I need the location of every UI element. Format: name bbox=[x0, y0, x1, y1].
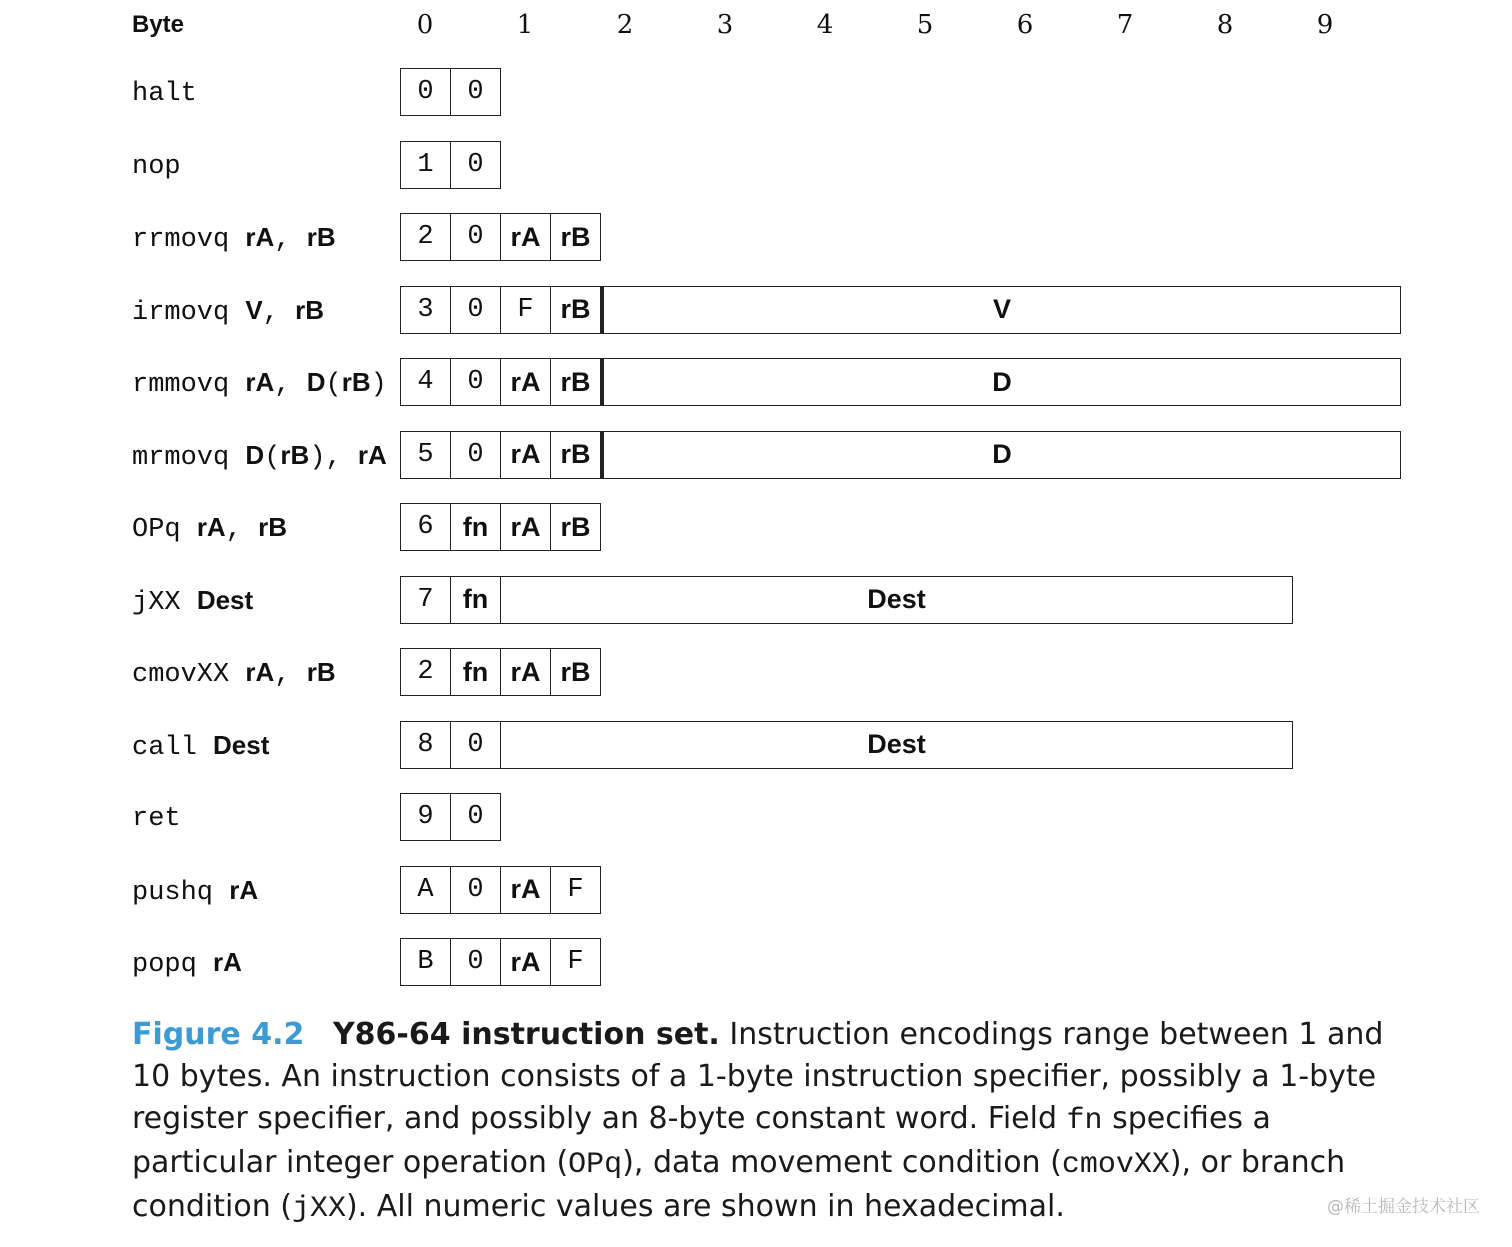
encoding-nibble-cell: 5 bbox=[400, 431, 451, 479]
caption-text: ), data movement condition ( bbox=[622, 1145, 1062, 1180]
encoding-nibble-cell: 0 bbox=[450, 721, 501, 769]
figure-caption bbox=[132, 1014, 1402, 1230]
mnemonic-part: mrmovq bbox=[132, 442, 246, 473]
byte-column-7: 7 bbox=[1116, 10, 1134, 40]
mnemonic-part: rB bbox=[306, 222, 336, 252]
instruction-mnemonic bbox=[132, 793, 181, 841]
mnemonic-part: rB bbox=[341, 367, 371, 397]
mnemonic-part: Dest bbox=[196, 584, 254, 615]
mnemonic-part: ) bbox=[370, 370, 387, 400]
caption-text: ). All numeric values are shown in hexadecimal. bbox=[345, 1189, 1065, 1224]
instruction-mnemonic bbox=[132, 721, 269, 769]
byte-column-5: 5 bbox=[916, 10, 934, 40]
encoding-nibble-cell: F bbox=[500, 286, 551, 334]
mnemonic-part: irmovq bbox=[132, 297, 246, 328]
mnemonic-part: rA bbox=[245, 657, 275, 687]
encoding-nibble-cell: rB bbox=[550, 286, 601, 334]
mnemonic-part: D bbox=[306, 367, 326, 397]
mnemonic-part: popq bbox=[132, 950, 214, 980]
encoding-nibble-cell: 0 bbox=[450, 431, 501, 479]
byte-column-9: 9 bbox=[1316, 10, 1334, 40]
mnemonic-part: rA bbox=[213, 947, 242, 977]
instruction-mnemonic bbox=[132, 431, 387, 479]
instruction-mnemonic bbox=[132, 503, 287, 551]
mnemonic-part: ), bbox=[309, 442, 358, 473]
byte-column-6: 6 bbox=[1016, 10, 1034, 40]
caption-body bbox=[132, 1017, 1383, 1224]
encoding-nibble-cell: rB bbox=[550, 503, 601, 551]
encoding-nibble-cell: 0 bbox=[450, 358, 501, 406]
byte-column-2: 2 bbox=[616, 10, 634, 40]
mnemonic-part: V bbox=[245, 294, 263, 325]
encoding-word-field: Dest bbox=[500, 721, 1293, 769]
encoding-nibble-cell: 3 bbox=[400, 286, 451, 334]
mnemonic-part: rA bbox=[245, 222, 275, 252]
instruction-mnemonic bbox=[132, 358, 387, 406]
caption-code: fn bbox=[1066, 1104, 1103, 1138]
encoding-nibble-cell: 0 bbox=[400, 68, 451, 116]
caption-text: Instruction encodings range between 1 and 10 bytes. An instruction consists of a 1-byte instruction specifier, possibly a 1-byte register specifier, and possibly an 8-byte constant word. Field bbox=[132, 1017, 1384, 1136]
mnemonic-part: OPq bbox=[132, 515, 197, 545]
encoding-nibble-cell: rA bbox=[500, 213, 551, 261]
mnemonic-part: ( bbox=[325, 370, 342, 400]
encoding-nibble-cell: rB bbox=[550, 648, 601, 696]
instruction-mnemonic bbox=[132, 938, 242, 986]
mnemonic-part: , bbox=[274, 225, 307, 255]
watermark: @稀土掘金技术社区 bbox=[1327, 1197, 1480, 1217]
mnemonic-part: pushq bbox=[132, 877, 230, 908]
mnemonic-part: , bbox=[225, 515, 259, 545]
encoding-word-field: V bbox=[600, 286, 1401, 334]
encoding-nibble-cell: 1 bbox=[400, 141, 451, 189]
byte-column-4: 4 bbox=[816, 10, 834, 40]
instruction-mnemonic bbox=[132, 648, 336, 696]
encoding-nibble-cell: rB bbox=[550, 213, 601, 261]
caption-code: jXX bbox=[291, 1192, 346, 1226]
encoding-nibble-cell: 8 bbox=[400, 721, 451, 769]
encoding-nibble-cell: rA bbox=[500, 938, 551, 986]
figure-title: Y86-64 instruction set. bbox=[332, 1017, 720, 1052]
caption-code: OPq bbox=[568, 1148, 623, 1182]
byte-column-1: 1 bbox=[516, 10, 534, 40]
encoding-nibble-cell: 0 bbox=[450, 68, 501, 116]
mnemonic-part: , bbox=[274, 660, 307, 690]
encoding-word-field: Dest bbox=[500, 576, 1293, 624]
mnemonic-part: , bbox=[262, 297, 296, 328]
mnemonic-part: rB bbox=[258, 512, 288, 542]
mnemonic-part: ( bbox=[264, 442, 281, 473]
encoding-nibble-cell: rA bbox=[500, 358, 551, 406]
mnemonic-part: nop bbox=[132, 151, 181, 182]
encoding-nibble-cell: 0 bbox=[450, 286, 501, 334]
instruction-mnemonic bbox=[132, 213, 336, 261]
mnemonic-part: rA bbox=[357, 439, 387, 470]
mnemonic-part: ret bbox=[132, 804, 181, 834]
encoding-nibble-cell: F bbox=[550, 866, 601, 914]
mnemonic-part: cmovXX bbox=[132, 660, 246, 690]
encoding-nibble-cell: 2 bbox=[400, 648, 451, 696]
caption-text: specifies a particular integer operation ( bbox=[132, 1101, 1271, 1180]
encoding-nibble-cell: B bbox=[400, 938, 451, 986]
mnemonic-part: jXX bbox=[132, 587, 197, 618]
encoding-nibble-cell: 0 bbox=[450, 213, 501, 261]
instruction-mnemonic bbox=[132, 68, 197, 116]
encoding-nibble-cell: 9 bbox=[400, 793, 451, 841]
mnemonic-part: rA bbox=[245, 367, 275, 397]
encoding-nibble-cell: F bbox=[550, 938, 601, 986]
encoding-nibble-cell: 2 bbox=[400, 213, 451, 261]
encoding-nibble-cell: rA bbox=[500, 431, 551, 479]
instruction-mnemonic bbox=[132, 141, 181, 189]
mnemonic-part: rA bbox=[196, 512, 226, 542]
byte-column-3: 3 bbox=[716, 10, 734, 40]
encoding-nibble-cell: rA bbox=[500, 503, 551, 551]
encoding-nibble-cell: 0 bbox=[450, 866, 501, 914]
mnemonic-part: rmmovq bbox=[132, 370, 246, 400]
figure-label: Figure 4.2 bbox=[132, 1017, 305, 1052]
encoding-nibble-cell: rA bbox=[500, 866, 551, 914]
mnemonic-part: call bbox=[132, 732, 214, 763]
encoding-nibble-cell: 0 bbox=[450, 141, 501, 189]
mnemonic-part: rB bbox=[306, 657, 336, 687]
mnemonic-part: rrmovq bbox=[132, 225, 246, 255]
instruction-mnemonic bbox=[132, 286, 324, 334]
byte-column-0: 0 bbox=[416, 10, 434, 40]
instruction-mnemonic bbox=[132, 866, 258, 914]
encoding-nibble-cell: 0 bbox=[450, 793, 501, 841]
caption-code: cmovXX bbox=[1061, 1148, 1170, 1182]
encoding-nibble-cell: fn bbox=[450, 503, 501, 551]
mnemonic-part: , bbox=[274, 370, 307, 400]
mnemonic-part: halt bbox=[132, 79, 197, 109]
encoding-nibble-cell: rB bbox=[550, 358, 601, 406]
encoding-nibble-cell: 4 bbox=[400, 358, 451, 406]
encoding-nibble-cell: A bbox=[400, 866, 451, 914]
encoding-nibble-cell: fn bbox=[450, 648, 501, 696]
encoding-nibble-cell: rA bbox=[500, 648, 551, 696]
encoding-word-field: D bbox=[600, 431, 1401, 479]
mnemonic-part: rB bbox=[280, 439, 310, 470]
instruction-mnemonic bbox=[132, 576, 253, 624]
caption-text: ), or branch condition ( bbox=[132, 1145, 1346, 1224]
mnemonic-part: rA bbox=[229, 874, 259, 905]
encoding-nibble-cell: 7 bbox=[400, 576, 451, 624]
mnemonic-part: Dest bbox=[213, 729, 270, 760]
encoding-nibble-cell: rB bbox=[550, 431, 601, 479]
encoding-word-field: D bbox=[600, 358, 1401, 406]
mnemonic-part: D bbox=[245, 439, 265, 470]
mnemonic-part: rB bbox=[295, 294, 325, 325]
encoding-nibble-cell: 0 bbox=[450, 938, 501, 986]
encoding-nibble-cell: 6 bbox=[400, 503, 451, 551]
byte-header-label: Byte bbox=[132, 11, 185, 38]
encoding-nibble-cell: fn bbox=[450, 576, 501, 624]
byte-column-8: 8 bbox=[1216, 10, 1234, 40]
